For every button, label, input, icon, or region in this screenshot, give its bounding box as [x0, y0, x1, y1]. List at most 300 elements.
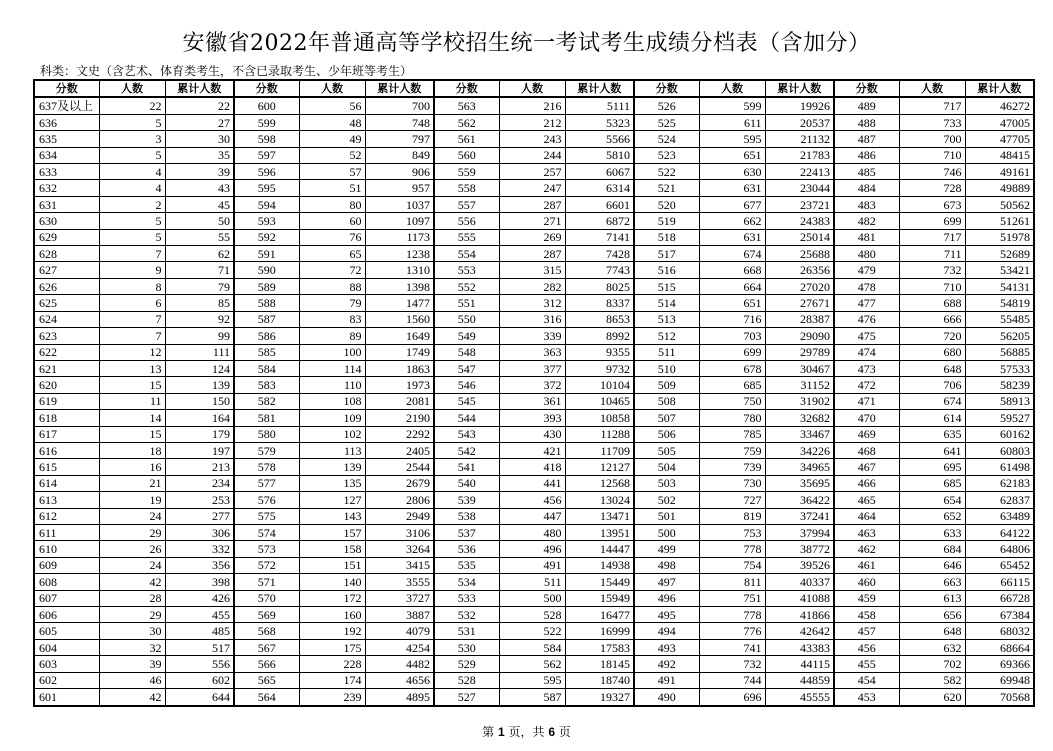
- score-cell: 586: [234, 328, 299, 344]
- score-cell: 529: [434, 656, 499, 672]
- cumulative-cell: 7743: [565, 262, 634, 278]
- cumulative-cell: 64122: [965, 524, 1034, 540]
- score-cell: 514: [634, 295, 699, 311]
- count-cell: 641: [899, 442, 965, 458]
- count-cell: 287: [499, 246, 565, 262]
- cumulative-cell: 56205: [965, 328, 1034, 344]
- count-cell: 695: [899, 459, 965, 475]
- score-cell: 630: [34, 213, 99, 229]
- cumulative-cell: 111: [165, 344, 234, 360]
- score-cell: 469: [834, 426, 899, 442]
- count-cell: 611: [699, 114, 765, 130]
- table-row: [34, 328, 1034, 344]
- cumulative-cell: 1398: [365, 278, 434, 294]
- cumulative-cell: 13024: [565, 492, 634, 508]
- cumulative-cell: 197: [165, 442, 234, 458]
- table-row: [34, 508, 1034, 524]
- cumulative-cell: 66728: [965, 590, 1034, 606]
- count-cell: 271: [499, 213, 565, 229]
- count-cell: 654: [899, 492, 965, 508]
- table-row: [34, 574, 1034, 590]
- score-cell: 463: [834, 524, 899, 540]
- cumulative-cell: 30467: [765, 360, 834, 376]
- score-cell: 522: [634, 164, 699, 180]
- count-cell: 582: [899, 672, 965, 688]
- cumulative-cell: 6314: [565, 180, 634, 196]
- cumulative-cell: 64806: [965, 541, 1034, 557]
- score-cell: 462: [834, 541, 899, 557]
- cumulative-cell: 99: [165, 328, 234, 344]
- count-cell: 12: [99, 344, 165, 360]
- count-cell: 717: [899, 97, 965, 114]
- score-cell: 575: [234, 508, 299, 524]
- score-cell: 604: [34, 639, 99, 655]
- cumulative-cell: 644: [165, 689, 234, 706]
- score-cell: 465: [834, 492, 899, 508]
- count-cell: 751: [699, 590, 765, 606]
- cumulative-cell: 44115: [765, 656, 834, 672]
- cumulative-cell: 71: [165, 262, 234, 278]
- cumulative-cell: 2544: [365, 459, 434, 475]
- score-cell: 582: [234, 393, 299, 409]
- score-cell: 504: [634, 459, 699, 475]
- count-cell: 656: [899, 607, 965, 623]
- score-cell: 565: [234, 672, 299, 688]
- score-cell: 483: [834, 196, 899, 212]
- count-cell: 678: [699, 360, 765, 376]
- header-cumulative: 累计人数: [365, 80, 434, 97]
- header-score: 分数: [834, 80, 899, 97]
- cumulative-cell: 16999: [565, 623, 634, 639]
- count-cell: 500: [499, 590, 565, 606]
- score-cell: 500: [634, 524, 699, 540]
- score-cell: 487: [834, 131, 899, 147]
- footer-prefix: 第: [482, 725, 498, 739]
- score-cell: 555: [434, 229, 499, 245]
- cumulative-cell: 48415: [965, 147, 1034, 163]
- cumulative-cell: 426: [165, 590, 234, 606]
- score-cell: 531: [434, 623, 499, 639]
- count-cell: 662: [699, 213, 765, 229]
- cumulative-cell: 18145: [565, 656, 634, 672]
- count-cell: 243: [499, 131, 565, 147]
- score-cell: 455: [834, 656, 899, 672]
- header-cumulative: 累计人数: [765, 80, 834, 97]
- score-cell: 543: [434, 426, 499, 442]
- score-cell: 510: [634, 360, 699, 376]
- score-cell: 476: [834, 311, 899, 327]
- count-cell: 18: [99, 442, 165, 458]
- score-cell: 557: [434, 196, 499, 212]
- count-cell: 110: [299, 377, 365, 393]
- count-cell: 8: [99, 278, 165, 294]
- score-cell: 636: [34, 114, 99, 130]
- count-cell: 109: [299, 410, 365, 426]
- count-cell: 648: [899, 360, 965, 376]
- score-cell: 533: [434, 590, 499, 606]
- score-cell: 553: [434, 262, 499, 278]
- score-cell: 560: [434, 147, 499, 163]
- cumulative-cell: 45: [165, 196, 234, 212]
- count-cell: 699: [899, 213, 965, 229]
- count-cell: 447: [499, 508, 565, 524]
- cumulative-cell: 47005: [965, 114, 1034, 130]
- cumulative-cell: 15949: [565, 590, 634, 606]
- cumulative-cell: 32682: [765, 410, 834, 426]
- score-cell: 620: [34, 377, 99, 393]
- cumulative-cell: 15449: [565, 574, 634, 590]
- count-cell: 480: [499, 524, 565, 540]
- count-cell: 778: [699, 607, 765, 623]
- count-cell: 648: [899, 623, 965, 639]
- count-cell: 696: [699, 689, 765, 706]
- score-cell: 485: [834, 164, 899, 180]
- cumulative-cell: 1037: [365, 196, 434, 212]
- score-cell: 589: [234, 278, 299, 294]
- count-cell: 739: [699, 459, 765, 475]
- cumulative-cell: 61498: [965, 459, 1034, 475]
- cumulative-cell: 5566: [565, 131, 634, 147]
- cumulative-cell: 56885: [965, 344, 1034, 360]
- count-cell: 741: [699, 639, 765, 655]
- score-cell: 579: [234, 442, 299, 458]
- count-cell: 674: [699, 246, 765, 262]
- table-row: [34, 410, 1034, 426]
- count-cell: 441: [499, 475, 565, 491]
- cumulative-cell: 40337: [765, 574, 834, 590]
- cumulative-cell: 85: [165, 295, 234, 311]
- header-score: 分数: [34, 80, 99, 97]
- cumulative-cell: 2190: [365, 410, 434, 426]
- count-cell: 151: [299, 557, 365, 573]
- count-cell: 361: [499, 393, 565, 409]
- count-cell: 631: [699, 180, 765, 196]
- table-row: [34, 180, 1034, 196]
- score-cell: 521: [634, 180, 699, 196]
- cumulative-cell: 8653: [565, 311, 634, 327]
- count-cell: 680: [899, 344, 965, 360]
- count-cell: 287: [499, 196, 565, 212]
- score-cell: 538: [434, 508, 499, 524]
- score-cell: 585: [234, 344, 299, 360]
- cumulative-cell: 54131: [965, 278, 1034, 294]
- count-cell: 688: [899, 295, 965, 311]
- count-cell: 88: [299, 278, 365, 294]
- score-cell: 592: [234, 229, 299, 245]
- count-cell: 172: [299, 590, 365, 606]
- footer-suffix: 页: [555, 725, 571, 739]
- cumulative-cell: 150: [165, 393, 234, 409]
- count-cell: 716: [699, 311, 765, 327]
- count-cell: 4: [99, 164, 165, 180]
- cumulative-cell: 957: [365, 180, 434, 196]
- cumulative-cell: 39526: [765, 557, 834, 573]
- cumulative-cell: 57533: [965, 360, 1034, 376]
- cumulative-cell: 92: [165, 311, 234, 327]
- cumulative-cell: 398: [165, 574, 234, 590]
- score-cell: 624: [34, 311, 99, 327]
- score-cell: 484: [834, 180, 899, 196]
- score-cell: 505: [634, 442, 699, 458]
- count-cell: 595: [699, 131, 765, 147]
- cumulative-cell: 1973: [365, 377, 434, 393]
- cumulative-cell: 70568: [965, 689, 1034, 706]
- score-cell: 478: [834, 278, 899, 294]
- count-cell: 684: [899, 541, 965, 557]
- table-row: [34, 229, 1034, 245]
- count-cell: 24: [99, 508, 165, 524]
- cumulative-cell: 11709: [565, 442, 634, 458]
- cumulative-cell: 19327: [565, 689, 634, 706]
- score-cell: 470: [834, 410, 899, 426]
- count-cell: 632: [899, 639, 965, 655]
- cumulative-cell: 41088: [765, 590, 834, 606]
- cumulative-cell: 51978: [965, 229, 1034, 245]
- count-cell: 7: [99, 328, 165, 344]
- cumulative-cell: 31902: [765, 393, 834, 409]
- score-cell: 539: [434, 492, 499, 508]
- score-cell: 558: [434, 180, 499, 196]
- cumulative-cell: 748: [365, 114, 434, 130]
- cumulative-cell: 6067: [565, 164, 634, 180]
- count-cell: 811: [699, 574, 765, 590]
- score-cell: 556: [434, 213, 499, 229]
- score-cell: 634: [34, 147, 99, 163]
- header-score: 分数: [234, 80, 299, 97]
- count-cell: 89: [299, 328, 365, 344]
- cumulative-cell: 54819: [965, 295, 1034, 311]
- cumulative-cell: 55485: [965, 311, 1034, 327]
- cumulative-cell: 797: [365, 131, 434, 147]
- count-cell: 651: [699, 147, 765, 163]
- count-cell: 29: [99, 607, 165, 623]
- count-cell: 57: [299, 164, 365, 180]
- cumulative-cell: 556: [165, 656, 234, 672]
- count-cell: 100: [299, 344, 365, 360]
- score-cell: 581: [234, 410, 299, 426]
- score-cell: 622: [34, 344, 99, 360]
- cumulative-cell: 9732: [565, 360, 634, 376]
- score-cell: 536: [434, 541, 499, 557]
- count-cell: 584: [499, 639, 565, 655]
- table-row: [34, 541, 1034, 557]
- cumulative-cell: 5810: [565, 147, 634, 163]
- cumulative-cell: 43: [165, 180, 234, 196]
- cumulative-cell: 1238: [365, 246, 434, 262]
- score-cell: 567: [234, 639, 299, 655]
- count-cell: 157: [299, 524, 365, 540]
- count-cell: 139: [299, 459, 365, 475]
- score-cell: 587: [234, 311, 299, 327]
- count-cell: 754: [699, 557, 765, 573]
- count-cell: 7: [99, 246, 165, 262]
- count-cell: 753: [699, 524, 765, 540]
- score-cell: 628: [34, 246, 99, 262]
- count-cell: 393: [499, 410, 565, 426]
- table-row: [34, 475, 1034, 491]
- cumulative-cell: 1649: [365, 328, 434, 344]
- cumulative-cell: 62183: [965, 475, 1034, 491]
- score-cell: 493: [634, 639, 699, 655]
- table-row: [34, 426, 1034, 442]
- cumulative-cell: 8337: [565, 295, 634, 311]
- score-cell: 518: [634, 229, 699, 245]
- cumulative-cell: 27: [165, 114, 234, 130]
- cumulative-cell: 4482: [365, 656, 434, 672]
- cumulative-cell: 46272: [965, 97, 1034, 114]
- count-cell: 21: [99, 475, 165, 491]
- score-cell: 489: [834, 97, 899, 114]
- header-count: 人数: [699, 80, 765, 97]
- cumulative-cell: 45555: [765, 689, 834, 706]
- score-cell: 499: [634, 541, 699, 557]
- cumulative-cell: 39: [165, 164, 234, 180]
- count-cell: 430: [499, 426, 565, 442]
- count-cell: 522: [499, 623, 565, 639]
- count-cell: 5: [99, 229, 165, 245]
- cumulative-cell: 20537: [765, 114, 834, 130]
- count-cell: 635: [899, 426, 965, 442]
- count-cell: 491: [499, 557, 565, 573]
- current-page-number: 1: [497, 725, 505, 739]
- table-row: [34, 278, 1034, 294]
- cumulative-cell: 10858: [565, 410, 634, 426]
- score-cell: 629: [34, 229, 99, 245]
- cumulative-cell: 58913: [965, 393, 1034, 409]
- count-cell: 702: [899, 656, 965, 672]
- cumulative-cell: 26356: [765, 262, 834, 278]
- cumulative-cell: 22413: [765, 164, 834, 180]
- header-cumulative: 累计人数: [165, 80, 234, 97]
- count-cell: 363: [499, 344, 565, 360]
- header-cumulative: 累计人数: [565, 80, 634, 97]
- cumulative-cell: 2081: [365, 393, 434, 409]
- cumulative-cell: 4079: [365, 623, 434, 639]
- score-cell: 492: [634, 656, 699, 672]
- cumulative-cell: 29789: [765, 344, 834, 360]
- cumulative-cell: 21132: [765, 131, 834, 147]
- count-cell: 746: [899, 164, 965, 180]
- cumulative-cell: 9355: [565, 344, 634, 360]
- score-cell: 507: [634, 410, 699, 426]
- score-cell: 563: [434, 97, 499, 114]
- score-cell: 458: [834, 607, 899, 623]
- score-cell: 607: [34, 590, 99, 606]
- count-cell: 42: [99, 574, 165, 590]
- table-row: [34, 689, 1034, 706]
- cumulative-cell: 59527: [965, 410, 1034, 426]
- count-cell: 496: [499, 541, 565, 557]
- score-cell: 537: [434, 524, 499, 540]
- header-score: 分数: [634, 80, 699, 97]
- table-row: [34, 311, 1034, 327]
- count-cell: 750: [699, 393, 765, 409]
- header-count: 人数: [299, 80, 365, 97]
- cumulative-cell: 906: [365, 164, 434, 180]
- score-cell: 519: [634, 213, 699, 229]
- score-cell: 608: [34, 574, 99, 590]
- score-cell: 594: [234, 196, 299, 212]
- count-cell: 175: [299, 639, 365, 655]
- score-cell: 523: [634, 147, 699, 163]
- score-cell: 564: [234, 689, 299, 706]
- score-cell: 534: [434, 574, 499, 590]
- count-cell: 511: [499, 574, 565, 590]
- count-cell: 3: [99, 131, 165, 147]
- count-cell: 30: [99, 623, 165, 639]
- cumulative-cell: 1749: [365, 344, 434, 360]
- table-row: [34, 656, 1034, 672]
- score-cell: 612: [34, 508, 99, 524]
- cumulative-cell: 30: [165, 131, 234, 147]
- cumulative-cell: 4254: [365, 639, 434, 655]
- count-cell: 778: [699, 541, 765, 557]
- score-cell: 473: [834, 360, 899, 376]
- cumulative-cell: 306: [165, 524, 234, 540]
- score-cell: 561: [434, 131, 499, 147]
- count-cell: 785: [699, 426, 765, 442]
- cumulative-cell: 50: [165, 213, 234, 229]
- count-cell: 819: [699, 508, 765, 524]
- score-cell: 482: [834, 213, 899, 229]
- score-cell: 541: [434, 459, 499, 475]
- score-cell: 566: [234, 656, 299, 672]
- count-cell: 732: [899, 262, 965, 278]
- table-row: [34, 131, 1034, 147]
- score-cell: 503: [634, 475, 699, 491]
- cumulative-cell: 29090: [765, 328, 834, 344]
- cumulative-cell: 332: [165, 541, 234, 557]
- count-cell: 108: [299, 393, 365, 409]
- cumulative-cell: 7141: [565, 229, 634, 245]
- score-cell: 525: [634, 114, 699, 130]
- count-cell: 158: [299, 541, 365, 557]
- score-cell: 606: [34, 607, 99, 623]
- score-cell: 459: [834, 590, 899, 606]
- count-cell: 633: [899, 524, 965, 540]
- cumulative-cell: 23721: [765, 196, 834, 212]
- cumulative-cell: 5323: [565, 114, 634, 130]
- header-count: 人数: [899, 80, 965, 97]
- score-cell: 635: [34, 131, 99, 147]
- score-cell: 550: [434, 311, 499, 327]
- cumulative-cell: 2292: [365, 426, 434, 442]
- score-cell: 578: [234, 459, 299, 475]
- score-cell: 605: [34, 623, 99, 639]
- cumulative-cell: 1097: [365, 213, 434, 229]
- count-cell: 80: [299, 196, 365, 212]
- cumulative-cell: 25014: [765, 229, 834, 245]
- count-cell: 418: [499, 459, 565, 475]
- cumulative-cell: 2679: [365, 475, 434, 491]
- count-cell: 316: [499, 311, 565, 327]
- cumulative-cell: 10465: [565, 393, 634, 409]
- cumulative-cell: 6601: [565, 196, 634, 212]
- count-cell: 710: [899, 278, 965, 294]
- cumulative-cell: 2949: [365, 508, 434, 524]
- cumulative-cell: 55: [165, 229, 234, 245]
- cumulative-cell: 17583: [565, 639, 634, 655]
- cumulative-cell: 1310: [365, 262, 434, 278]
- score-cell: 495: [634, 607, 699, 623]
- score-cell: 545: [434, 393, 499, 409]
- cumulative-cell: 3415: [365, 557, 434, 573]
- score-cell: 467: [834, 459, 899, 475]
- count-cell: 216: [499, 97, 565, 114]
- score-cell: 600: [234, 97, 299, 114]
- cumulative-cell: 1863: [365, 360, 434, 376]
- cumulative-cell: 253: [165, 492, 234, 508]
